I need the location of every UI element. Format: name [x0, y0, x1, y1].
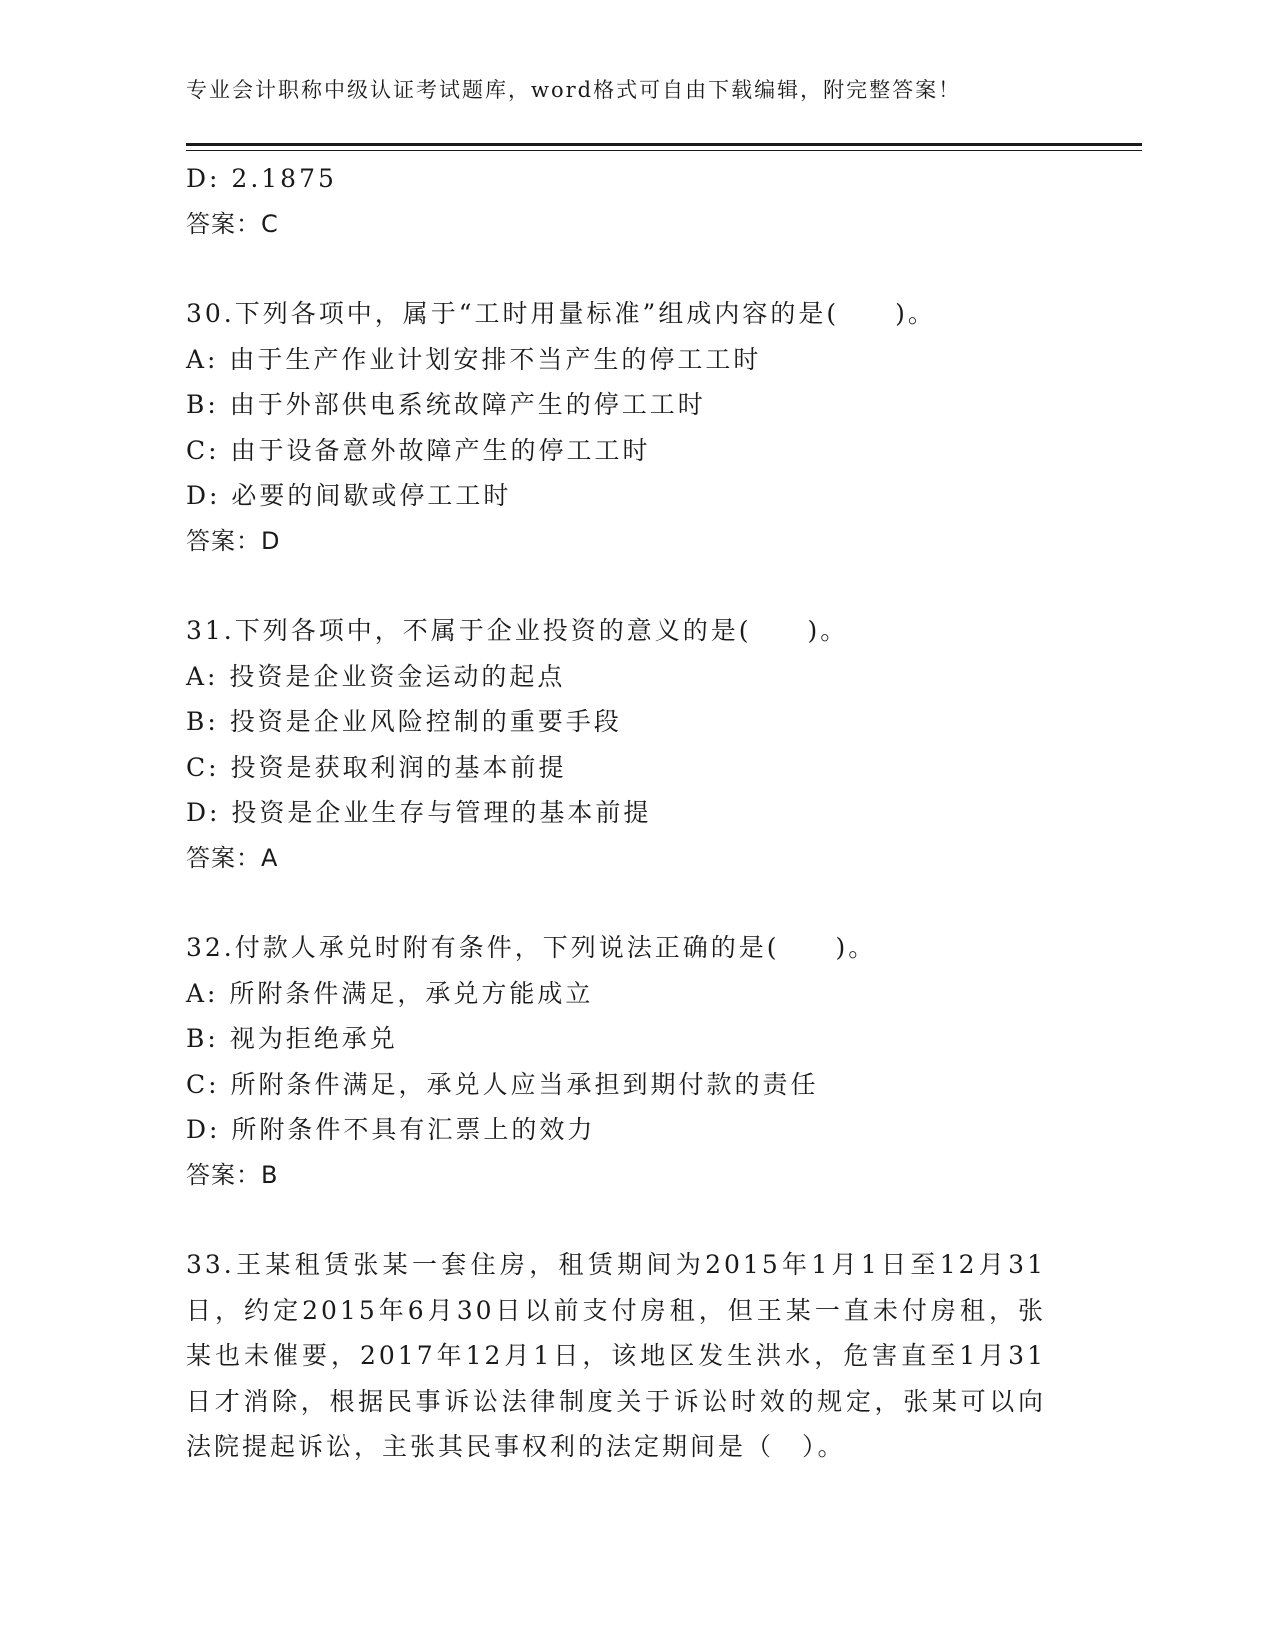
option-c: C: 所附条件满足，承兑人应当承担到期付款的责任 — [186, 1069, 819, 1099]
header-rule-thin — [186, 150, 1142, 151]
question-stem: 31.下列各项中，不属于企业投资的意义的是( )。 — [186, 616, 849, 645]
question-33 — [186, 1242, 1056, 1470]
answer: 答案：A — [186, 843, 279, 872]
option-d: D: 投资是企业生存与管理的基本前提 — [186, 798, 652, 827]
option-b: B: 投资是企业风险控制的重要手段 — [186, 707, 622, 736]
question-stem: 32.付款人承兑时附有条件，下列说法正确的是( )。 — [186, 933, 877, 962]
option-b: B: 视为拒绝承兑 — [186, 1024, 398, 1053]
option-a: A: 由于生产作业计划安排不当产生的停工工时 — [186, 344, 762, 374]
question-stem: 33.王某租赁张某一套住房，租赁期间为2015年1月1日至12月31日，约定2015年6月30日以前支付房租，但王某一直未付房租，张某也未催要，2017年12月1日，该地区发生洪水，危害直至1月31日才消除，根据民事诉讼法律制度关于诉讼时效的规定，张某可以向法院提起诉讼，主张其民事权利的法定期间是（ ）。 — [186, 1250, 1046, 1461]
question-32 — [186, 925, 1056, 1198]
page-content — [186, 156, 1056, 1470]
question-30 — [186, 291, 1056, 564]
option-b: B: 由于外部供电系统故障产生的停工工时 — [186, 390, 706, 419]
option-a: A: 投资是企业资金运动的起点 — [186, 661, 566, 691]
question-stem: 30.下列各项中，属于“工时用量标准”组成内容的是( )。 — [186, 299, 936, 328]
answer: 答案：D — [186, 526, 281, 555]
prev-answer: 答案：C — [186, 209, 279, 238]
option-c: C: 投资是获取利润的基本前提 — [186, 752, 567, 782]
document-header: 专业会计职称中级认证考试题库，word格式可自由下载编辑，附完整答案！ — [186, 78, 962, 102]
option-a: A: 所附条件满足，承兑方能成立 — [186, 978, 594, 1008]
answer: 答案：B — [186, 1160, 279, 1189]
option-c: C: 由于设备意外故障产生的停工工时 — [186, 435, 651, 465]
option-d: D: 所附条件不具有汇票上的效力 — [186, 1115, 596, 1144]
header-rule-thick — [186, 143, 1142, 146]
prev-option-d: D: 2.1875 — [186, 164, 337, 193]
option-d: D: 必要的间歇或停工工时 — [186, 481, 512, 510]
question-31 — [186, 608, 1056, 881]
